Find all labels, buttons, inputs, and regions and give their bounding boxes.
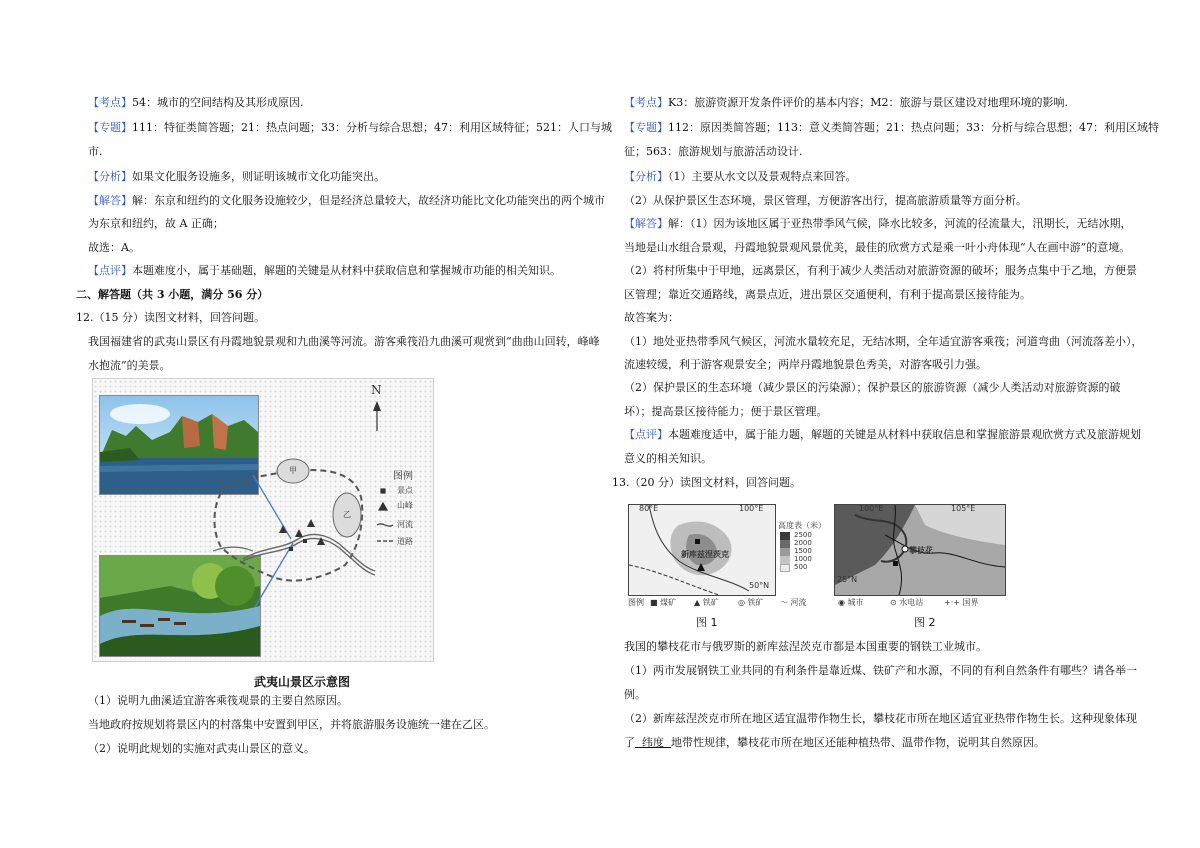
fig2-lat: 25°N (837, 575, 858, 584)
r-answer-1: （1）地处亚热带季风气候区，河流水量较充足，无结冰期，全年适宜游客乘筏；河道弯曲（河流落差小）， (624, 335, 1143, 348)
legend-iron-mine-2: ◎ 铁矿 (738, 598, 764, 607)
fig1-city-label: 新库兹涅茨克 (681, 550, 729, 559)
section-heading: 二、解答题（共 3 小题，满分 56 分） (76, 288, 269, 301)
dianping-line: 【点评】本题难度小，属于基础题，解题的关键是从材料中获取信息和掌握城市功能的相关知识。 (88, 264, 561, 277)
map-legend-title: 图例 (628, 598, 644, 607)
question-13: 13.（20 分）读图文材料，回答问题。 (612, 476, 801, 489)
legend-coal-mine: ■ 煤矿 (650, 598, 677, 607)
q13-sub2-cont: 了 纬度 地带性规律，攀枝花市所在地区还能种植热带、温带作物，说明其自然原因。 (624, 736, 1045, 749)
area-b-label: 乙 (343, 510, 351, 519)
r-jieda-2: 当地是山水组合景观，丹霞地貌景观风景优美，最佳的欣赏方式是乘一叶小舟体现“人在画中游”的意境。 (624, 241, 1131, 254)
r-dianping-cont: 意义的相关知识。 (624, 452, 712, 465)
tag-jieda: 【解答】 (88, 194, 132, 207)
kaodian-line: 【考点】54：城市的空间结构及其形成原因. (88, 96, 304, 109)
legend-item-river: 河流 (397, 520, 413, 529)
elev-swatch-4 (780, 556, 790, 564)
map-caption: 武夷山景区示意图 (254, 675, 351, 689)
legend-item-peak: 山峰 (397, 501, 413, 510)
fig2-lon-right: 105°E (951, 504, 976, 513)
figure-1-map (628, 504, 776, 596)
question-12: 12.（15 分）读图文材料，回答问题。 (76, 311, 265, 324)
area-a-label: 甲 (289, 466, 297, 475)
fig2-lon-left: 100°E (859, 504, 884, 513)
r-answer-2: （2）保护景区的生态环境（减少景区的污染源）；保护景区的旅游资源（减少人类活动对旅游资源的破 (624, 381, 1121, 394)
tag-fenxi: 【分析】 (88, 170, 132, 183)
tag-fenxi: 【分析】 (624, 170, 668, 183)
r-jieda-4: 区管理；靠近交通路线，离景点近，进出景区交通便利，有利于提高景区接待能为。 (624, 288, 1031, 301)
r-jieda-line: 【解答】解：（1）因为该地区属于亚热带季风气候，降水比较多，河流的径流量大，汛期长，无结冰期， (624, 217, 1132, 230)
r-zhuanti-cont: 征；563：旅游规划与旅游活动设计. (624, 145, 803, 158)
tag-kaodian: 【考点】 (88, 96, 132, 109)
legend-item-road: 道路 (397, 537, 413, 546)
r-dianping-line: 【点评】本题难度适中，属于能力题，解题的关键是从材料中获取信息和掌握旅游景观欣赏方式及旅游规划 (624, 428, 1141, 441)
r-fenxi-line: 【分析】（1）主要从水文以及景观特点来回答。 (624, 170, 857, 183)
zhuanti-line: 【专题】111：特征类简答题；21：热点问题；33：分析与综合思想；47：利用区域特征；521：人口与城 (88, 121, 612, 134)
wuyishan-figure (92, 378, 434, 662)
legend-hydropower: ⊙ 水电站 (890, 598, 924, 607)
legend-iron-mine-1: ▲ 铁矿 (694, 598, 719, 607)
north-arrow-label: N (371, 383, 382, 397)
r-answer-1-cont: 流速较缓，利于游客观景安全；两岸丹霞地貌景色秀美，对游客吸引力强。 (624, 358, 987, 371)
tag-jieda: 【解答】 (624, 217, 668, 230)
tag-dianping: 【点评】 (624, 428, 668, 441)
elevation-legend: 高度表（米） 2500 2000 1500 1000 500 (778, 521, 826, 571)
zhuanti-cont: 市. (88, 145, 103, 158)
wuyishan-map-lines (93, 379, 433, 661)
r-fenxi-2: （2）从保护景区生态环境，景区管理，方便游客出行，提高旅游质量等方面分析。 (624, 194, 1027, 207)
legend-border: +·+ 国界 (944, 598, 979, 607)
tag-dianping: 【点评】 (88, 264, 132, 277)
fig1-lon-left: 80°E (639, 504, 659, 513)
r-answer-label: 故答案为： (624, 311, 679, 324)
q12-sub1: （1）说明九曲溪适宜游客乘筏观景的主要自然原因。 (88, 694, 348, 707)
figure-1-caption: 图 1 (696, 616, 718, 629)
q12-plan: 当地政府按规划将景区内的村落集中安置到甲区，并将旅游服务设施统一建在乙区。 (88, 718, 495, 731)
fig1-lat: 50°N (749, 581, 770, 590)
elev-swatch-2 (780, 540, 790, 548)
figure-2-caption: 图 2 (914, 616, 936, 629)
legend-item-scenic: 景点 (397, 486, 413, 495)
legend-river: 〜 河流 (780, 598, 807, 607)
tag-zhuanti: 【专题】 (88, 121, 132, 134)
r-zhuanti-line: 【专题】112：原因类简答题；113：意义类简答题；21：热点问题；33：分析与综合思想；47：利用区域特 (624, 121, 1159, 134)
jieda-cont: 为东京和纽约，故 A 正确； (88, 217, 224, 230)
tag-kaodian: 【考点】 (624, 96, 668, 109)
q12-sub2: （2）说明此规划的实施对武夷山景区的意义。 (88, 742, 315, 755)
q12-material: 我国福建省的武夷山景区有丹霞地貌景观和九曲溪等河流。游客乘筏沿九曲溪可观赏到“曲曲山回转，峰峰 (88, 335, 600, 348)
q12-material-cont: 水抱流”的美景。 (88, 359, 171, 372)
answer-blank-latitude: 纬度 (635, 736, 671, 749)
q13-sub1-cont: 例。 (624, 688, 646, 701)
legend-title: 图例 (393, 471, 413, 482)
legend-city: ◉ 城市 (838, 598, 864, 607)
q13-sub2: （2）新库兹涅茨克市所在地区适宜温带作物生长，攀枝花市所在地区适宜亚热带作物生长。这种现象体现 (624, 712, 1137, 725)
r-kaodian-line: 【考点】K3：旅游资源开发条件评价的基本内容；M2：旅游与景区建设对地理环境的影响. (624, 96, 1068, 109)
fig1-lon-right: 100°E (739, 504, 764, 513)
q13-sub1: （1）两市发展钢铁工业共同的有利条件是靠近煤、铁矿产和水源，不同的有利自然条件有哪些？请各举一 (624, 664, 1137, 677)
elev-swatch-5 (780, 564, 790, 572)
figure-2-map (834, 504, 1006, 596)
answer-line: 故选：A。 (88, 241, 140, 254)
q13-material: 我国的攀枝花市与俄罗斯的新库兹涅茨克市都是本国重要的钢铁工业城市。 (624, 640, 987, 653)
jieda-line: 【解答】解：东京和纽约的文化服务设施较少，但是经济总量较大，故经济功能比文化功能突出的两个城市 (88, 194, 605, 207)
r-jieda-3: （2）将村所集中于甲地，远离景区，有利于减少人类活动对旅游资源的破坏；服务点集中于乙地，方便景 (624, 264, 1137, 277)
elev-swatch-3 (780, 548, 790, 556)
elev-swatch-1 (780, 532, 790, 540)
map-legend-row (628, 597, 1008, 609)
r-answer-2-cont: 坏）；提高景区接待能力；便于景区管理。 (624, 405, 828, 418)
elevation-legend-title: 高度表（米） (778, 521, 826, 530)
tag-zhuanti: 【专题】 (624, 121, 668, 134)
fig2-city-label: 攀枝花 (909, 546, 933, 555)
fenxi-line: 【分析】如果文化服务设施多，则证明该城市文化功能突出。 (88, 170, 385, 183)
